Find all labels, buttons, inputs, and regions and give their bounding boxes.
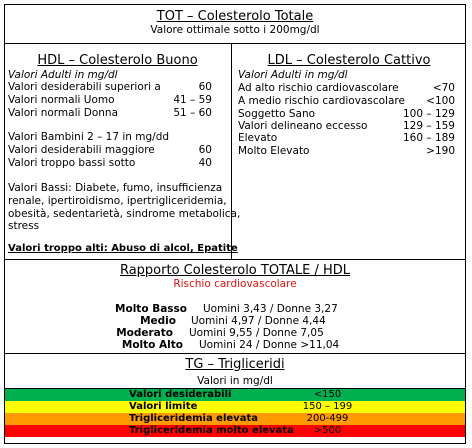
ldl-row-label: Molto Elevato (238, 145, 310, 157)
tg-band-label: Trigliceridemia molto elevata (129, 425, 294, 436)
ldl-row-value: <70 (432, 82, 455, 94)
tot-title: TOT – Colesterolo Totale (156, 9, 314, 24)
ldl-row-value: 129 – 159 (402, 120, 455, 132)
hdl-low-note: Valori Bassi: Diabete, fumo, insufficienza (8, 182, 223, 194)
hdl-high-note: Valori troppo alti: Abuso di alcol, Epatite (8, 243, 238, 254)
ldl-row-label: Ad alto rischio cardiovascolare (238, 82, 399, 94)
ratio-row-value: Uomini 4,97 / Donne 4,44 (191, 315, 326, 327)
ratio-subtitle: Rischio cardiovascolare (173, 278, 297, 290)
ratio-title: Rapporto Colesterolo TOTALE / HDL (119, 263, 351, 278)
tg-band-desiderabili (5, 389, 465, 401)
ldl-row-value: 160 – 189 (402, 132, 455, 144)
tg-band-label: Valori limite (129, 401, 198, 412)
ldl-row-label: Soggetto Sano (238, 108, 316, 120)
hdl-low-note: renale, ipertiroidismo, ipertrigliceridemia, (8, 195, 227, 207)
hdl-row-label: Valori normali Donna (8, 107, 119, 119)
ratio-row-value: Uomini 9,55 / Donne 7,05 (189, 327, 324, 339)
hdl-child-label: Valori troppo bassi sotto (8, 157, 136, 169)
tot-subtitle: Valore ottimale sotto i 200mg/dl (150, 24, 320, 36)
divider (4, 259, 466, 260)
hdl-row-value: 60 (198, 81, 212, 93)
hdl-low-note: stress (8, 220, 40, 232)
hdl-row-value: 51 – 60 (173, 107, 212, 119)
hdl-child-heading: Valori Bambini 2 – 17 in mg/dd (8, 131, 170, 143)
hdl-child-value: 60 (198, 144, 212, 156)
tg-band-value: <150 (313, 389, 342, 400)
ldl-title: LDL – Colesterolo Cattivo (267, 53, 431, 68)
hdl-child-label: Valori desiderabili maggiore (8, 144, 155, 156)
ratio-row-value: Uomini 3,43 / Donne 3,27 (203, 303, 338, 315)
ldl-row-label: Valori delineano eccesso (238, 120, 368, 132)
divider (4, 43, 466, 44)
tg-band-value: >500 (313, 425, 342, 436)
ratio-row-value: Uomini 24 / Donne >11,04 (199, 339, 340, 351)
hdl-child-value: 40 (198, 157, 212, 169)
hdl-row-value: 41 – 59 (173, 94, 212, 106)
ratio-row-label: Medio (140, 315, 176, 327)
ldl-row-value: >190 (426, 145, 455, 157)
tg-unit: Valori in mg/dl (197, 375, 273, 387)
ldl-row-value: <100 (426, 95, 455, 107)
ratio-row-label: Molto Basso (115, 303, 187, 315)
tg-title: TG – Trigliceridi (185, 357, 285, 372)
ratio-row-label: Molto Alto (121, 339, 183, 351)
ldl-row-value: 100 – 129 (402, 108, 455, 120)
hdl-row-label: Valori desiderabili superiori a (8, 81, 161, 93)
tg-band-value: 150 – 199 (302, 401, 353, 412)
ldl-unit: Valori Adulti in mg/dl (238, 69, 348, 81)
ratio-row-label: Moderato (116, 327, 173, 339)
tg-band-value: 200-499 (306, 413, 349, 424)
tg-band-limite (5, 401, 465, 413)
hdl-row-label: Valori normali Uomo (8, 94, 115, 106)
hdl-unit: Valori Adulti in mg/dl (8, 69, 118, 81)
divider (4, 353, 466, 354)
tg-band-label: Valori desiderabili (129, 389, 232, 400)
tg-band-label: Trigliceridemia elevata (129, 413, 258, 424)
hdl-title: HDL – Colesterolo Buono (37, 53, 198, 68)
ldl-row-label: Elevato (238, 132, 278, 144)
ldl-row-label: A medio rischio cardiovascolare (238, 95, 405, 107)
hdl-low-note: obesità, sedentarietà, sindrome metabolica, (8, 208, 241, 220)
column-divider (231, 44, 232, 259)
